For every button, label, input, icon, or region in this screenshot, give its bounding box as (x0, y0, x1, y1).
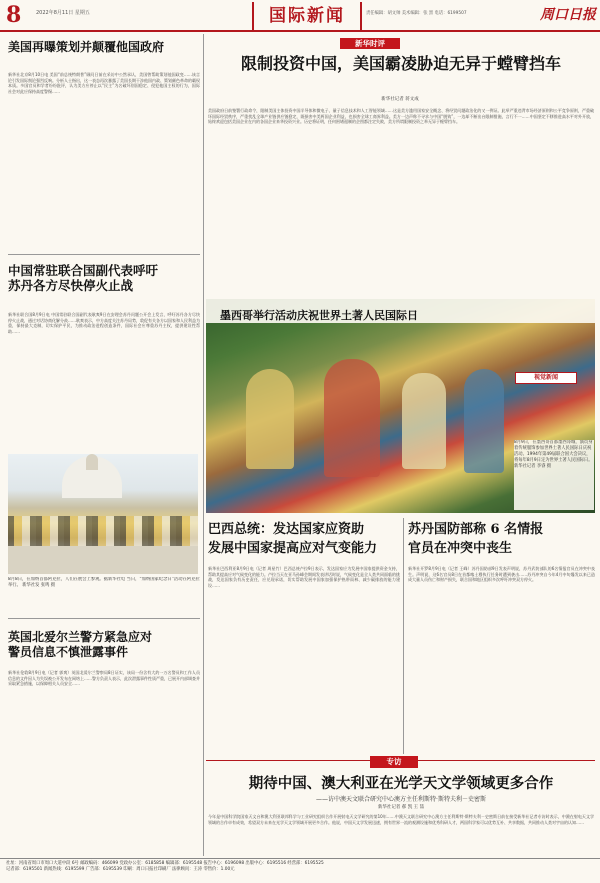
story1-body: 新华社北京8月10日电 美国“前总统特朗普”顾问日前在采访中公然承认，美国曾帮助策划他国政变……该言论引发国际舆论强烈反响。分析人士指出，这一表态再次暴露了美国长期干涉他国内政、策划颜色革命的霸权本质。多国官员和学者纷纷批评，认为美方应停止以“民主”为名破坏别国稳定、侵犯他国主权的行为，国际社会对此应保持高度警惕…… (8, 72, 200, 94)
brazil-body: 新华社巴西利亚8月9日电（记者 周星竹）巴西总统卢拉9日表示，发达国家应为发展中国家提供资金支持，帮助其提高应对气候变化的能力。卢拉当天在亚马孙峰会期间发表讲话时说，气候变化是全人类共同面临的挑战，发达国家负有历史责任，应兑现承诺，切实帮助发展中国家加强保护热带雨林、减少碳排放的能力建设…… (208, 566, 400, 588)
story2-title: 中国常驻联合国副代表呼吁 苏丹各方尽快停火止战 (8, 263, 159, 293)
story3-title: 英国北爱尔兰警方紧急应对 警员信息不慎泄露事件 (8, 630, 153, 659)
photo-feature-title: 墨西哥举行活动庆祝世界土著人民国际日 (220, 309, 418, 322)
column-tag: 新华时评 (340, 38, 400, 49)
footer (0, 858, 600, 883)
page-number: 8 (6, 2, 22, 28)
date-line: 2022年8月11日 星期五 (36, 10, 90, 16)
editor-info: 责任编辑：胡文帅 美术编辑：张 黑 电话：6199507 (366, 11, 467, 16)
main-byline: 新华社记者 蒋文成 (381, 97, 419, 102)
story1-title: 美国再曝策划并颠覆他国政府 (8, 40, 165, 54)
story2-body: 新华社联合国8月9日电 中国常驻联合国副代表耿爽9日在安理会苏丹问题公开会上发言，呼吁苏丹各方尽快停火止战，通过对话协商化解分歧……耿爽表示，中方高度关注苏丹局势，敦促有关各方以国家和人民利益为重，保持最大克制，切实保护平民，为推动政治进程创造条件，国际社会应尊重苏丹主权，提供建设性帮助…… (8, 312, 200, 334)
ghana-event-photo (8, 454, 198, 574)
sudan-body: 新华社开罗8月9日电（记者 王峰）苏丹国防部9日发表声明说，苏丹武装部队的6名情报官员在冲突中丧生。声明说，这6名官员8日在首都喀土穆执行任务时遭到袭击……苏丹冲突自今年4月中旬爆发以来已造成大量人员伤亡和财产损失，联合国和地区组织多次呼吁冲突双方停火。 (408, 566, 595, 583)
main-headline: 限制投资中国，美国霸凌胁迫无异于螳臂挡车 (240, 54, 561, 73)
photo-feature-caption: 8月9日，在墨西哥首都墨西哥城，演员身着传统服饰参加世界土著人民国际日庆祝活动。1994年第49届联合国大会决议，将每年8月9日定为世界土著人民国际日。 新华社记者 李睿 摄 (514, 440, 594, 510)
footer-line2: 记者部：6195501 新闻热线：6195599 广告部：6195539 印刷：周口日报社印刷厂 法律顾问：王涛 零售价：1.00元 (6, 867, 235, 872)
special-byline: 新华社记者 郝 凯 王 喆 (377, 805, 425, 810)
main-body: 美国政府日前签署行政命令，限制美国主体投资中国半导体和微电子、量子信息技术和人工智能领域……这是美方滥用国家安全概念、将经贸问题政治化的又一例证。此举严重违背市场经济原则和公平竞争原则，严重破坏国际经贸秩序，严重扰乱全球产业链供应链稳定，既损害中美两国企业利益，也损害全球工商界利益。美方一边声称不寻求与中国“脱钩”，一边却不断出台限制措施，言行不一……中国坚定不移推进高水平对外开放，始终欢迎包括美国企业在内的各国企业来华投资兴业。历史将证明，任何围堵遏制的企图都注定失败，美方所谓限制投资之举无异于螳臂挡车。 (208, 108, 594, 125)
brazil-title: 巴西总统：发达国家应资助 发展中国家提高应对气变能力 (208, 522, 378, 556)
interview-tag: 专访 (370, 756, 418, 768)
visual-news-tag: 视觉新闻 (515, 372, 577, 384)
footer-line1: 社址：河南省周口市周口大道中段 6号 邮政编码：466099 党政办公室：6185858 编辑部：6195548 报告中心：6196098 出版中心：6195516 经营部：6195525 (6, 861, 324, 866)
column-divider (203, 34, 204, 856)
section-title: 国际新闻 (252, 2, 362, 30)
sudan-title: 苏丹国防部称 6 名情报 官员在冲突中丧生 (408, 522, 544, 556)
paper-logo: 周口日报 (540, 7, 596, 23)
divider (8, 618, 200, 619)
ghana-photo-caption: 8月8日，在加纳首都阿克拉，人们在展会上参观。据新华社电 当日，“加纳国家纪念日”活动在阿克拉举行。 新华社发 张鸣 摄 (8, 577, 200, 588)
divider (8, 254, 200, 255)
masthead-rule (0, 30, 600, 32)
special-body: 今年是中国科学院国家天文台和澳大利亚联邦科学与工业研究组织合作开展射电天文学研究的第10年……中澳天文联合研究中心澳方主任利斯特·斯特夫利－史密斯日前在接受新华社记者专访时表示，中澳在射电天文学领域的合作卓有成效，希望双方未来在光学天文学领域开展更多合作。他说，中国天文学发展迅速，拥有世界一流的观测设施和优秀科研人才，两国科学家可以优势互补、共享数据，共同推动人类对宇宙的认知…… (208, 814, 594, 825)
special-headline: 期待中国、澳大利亚在光学天文学领域更多合作 (248, 775, 554, 792)
column-divider (403, 518, 404, 754)
story3-body: 新华社伦敦8月9日电（记者 郭爽）英国北爱尔兰警察局8日证实，该局一份含有大约一万名警员和工作人员信息的文件因人为失误被公开发布在网络上……警方负责人表示，此次泄露事件性质严重，已展开内部调查并采取紧急措施，以保障相关人员安全…… (8, 670, 200, 687)
special-subheadline: ——访中澳天文联合研究中心澳方主任利斯特·斯特夫利－史密斯 (316, 796, 486, 803)
